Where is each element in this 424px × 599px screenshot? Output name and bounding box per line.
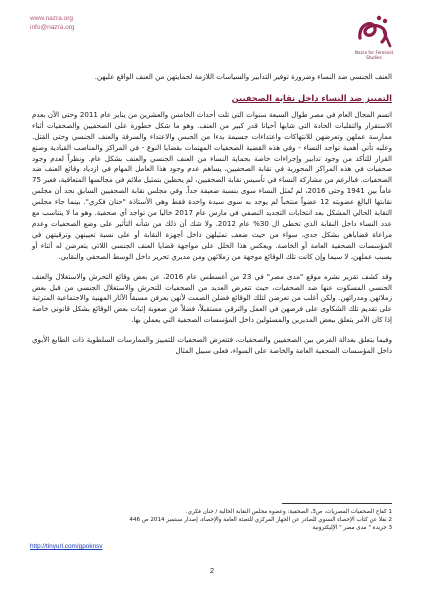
paragraph-2: وقد كشف تقرير نشره موقع "مدى مصر" في 23 من أغسطس عام 2016، عن بعض وقائع التحرش والاستغلال والعنف الجنسي المسكوت عنها ضد الصحفيات، حيث تتعرض العديد من الصحفيات للتحرش والاستغلال الجنسي من قبل بعض زملائهن ومدرائهن. ولكن أغلب من تعرضن لتلك الوقائع فضلن الصمت لأنهن يعرفن مسبقاً الآثار المهنية والاجتماعية المترتبة على تقديم تلك الشكاوى على فرصهن في العمل والترقي مستقبلاً، فضلاً عن صعوبة إثبات بعض الوقائع بشكل قانوني خاصة إذا كان الأمر يتعلق ببعض المديرين والمسئولين داخل المؤسسات الصحفية التي يعملن بها. <box>32 271 392 325</box>
page-header <box>0 0 424 80</box>
logo-subtitle: Nazra for Feminist Studies <box>354 50 394 60</box>
paragraph-1: اتسم المجال العام في مصر طوال السبعة سنوات التي تلت أحداث الخامس والعشرين من يناير عام 2011 وحتى الآن بعدم الاستقرار والتقلبات الحادة التي شابها أحيانا قدر كبير من العنف. وهو ما شكل خطورة على الصحفيين والصحفيات أثناء ممارسة عملهن وتعرضهن للانتهاكات واعتداءات جسيمة بدءا من الحبس والاعتداء والسرقة والعنف الجنسي وحتى القتل. وعليه تأتي أهمية تواجد النساء - وفي هذه القضية الصحفيات المهتمات بقضايا النوع - في المراكز والمناصب القيادية وصنع القرار للتأكد من وجود تدابير وإجراءات خاصة بحماية النساء من العنف الجنسي والعنف بشكل عام. ونظراً لعدم وجود صحفيات في هذه المراكز المحورية في نقابة الصحفيين، يساهم عدم وجود هذا العامل المهام في ازدياد وقائع العنف ضد الصحفيات. فبالرغم من مشاركة النساء في تأسيس نقابة الصحفيين، لم يحظين بتمثيل ملائم في مجالسها المتعاقبة، فعبر 75 عاماً بين 1941 وحتى 2016، لم تُمثل النساء سوى بنسبة ضعيفة جداً. وفي مجلس نقابة الصحفيين السابق نجد أن مجلس نقابتها البالغ عضويته 12 عضواً منتخباً لم يوجد به سوى سيدة واحدة فقط وهي الأستاذة "حنان فكري". بينما جاء مجلس النقابة الحالي المشكل بعد انتخابات التجديد النصفي في مارس عام 2017 خاليا من تواجد أي صحفية. وهو ما لا يتناسب مع عدد النساء داخل النقابة الذي تخطى ال 30% عام 2012. ولا شك أن ذلك من شأنه التأثير على وضع الصحفيات وعدم مراعاة قضاياهن بشكل جدي، سواء من حيث ضعف تمثيلهن داخل أجهزة النقابة أو على نسبة تعيينهن وترقيتهن في المؤسسات الصحفية العامة أو الخاصة. ويعكس هذا الخلل على مواجهة قضايا العنف الجنسي اللاتي يتعرضن له أثناء أو بسبب عملهن، لا سيما وإن كانت تلك الوقائع موجهة من زملائهن ومن مديري تحرير داخل الوسط الصحفي والنقابي. <box>32 109 393 261</box>
footnotes <box>32 508 392 533</box>
contact-info <box>30 14 75 32</box>
document-body <box>32 72 392 366</box>
logo-mark-icon <box>352 12 396 50</box>
section-title: التمييز ضد النساء داخل نقابة الصحفيين <box>231 92 392 103</box>
site-url[interactable]: www.nazra.org <box>30 15 73 22</box>
footnote-2: 2 نقلا عن كتاب الإحصاء السنوي للصادر عن الجهاز المركزي للتعبئة العامة والإحصاء، إصدار سبتمبر 2014 ص 446 <box>129 517 392 524</box>
page-number: 2 <box>209 566 215 575</box>
footnote-1: 1 كفاح الصحفيات المصريات، ص3، الصحفية: وعضوة مجلس النقابة الحالية / حنان فكري. <box>185 509 392 515</box>
footnote-link[interactable]: http://tinyurl.com/gpoknsv <box>30 543 103 550</box>
email-address[interactable]: info@nazra.org <box>30 24 75 31</box>
paragraph-3: وفيما يتعلق بعدالة الفرص بين الصحفيين والصحفيات، فتتعرض الصحفيات للتمييز والممارسات السلطوية ذات الطابع الأبوي داخل المؤسسات الصحفية العامة والخاصة على السواء، فعلى سبيل المثال <box>32 335 392 356</box>
intro-paragraph: العنف الجنسي ضد النساء وضرورة توفير التدابير والسياسات اللازمة لحمايتهن من العنف الواقع عليهن. <box>94 72 392 81</box>
nazra-logo <box>352 12 396 64</box>
footnote-3: 3 جريدة " مدى مصر " الإليكترونية <box>312 525 392 532</box>
footnote-divider <box>282 503 392 504</box>
